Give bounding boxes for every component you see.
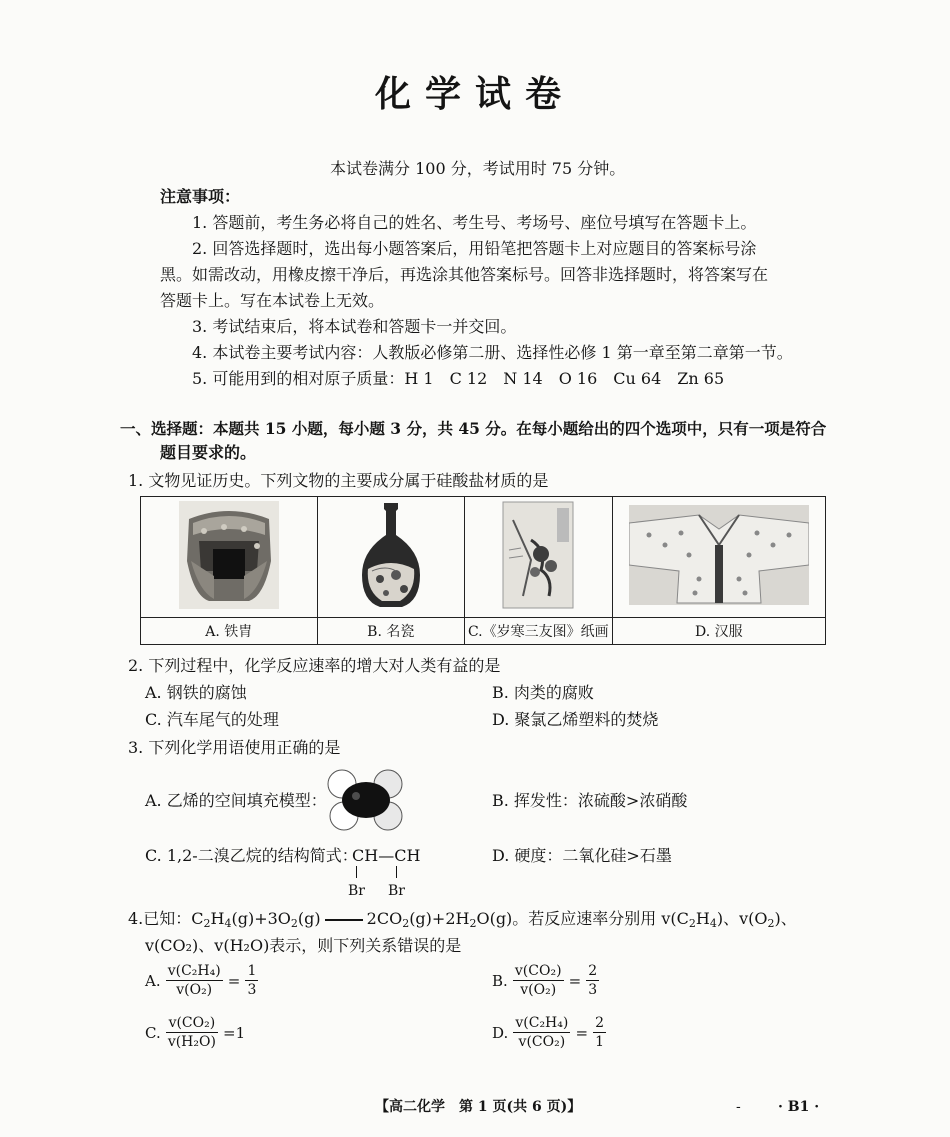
notice-item: 3. 考试结束后，将本试卷和答题卡一并交回。 bbox=[192, 317, 517, 336]
denominator: 1 bbox=[595, 1034, 605, 1050]
exam-intro: 本试卷满分 100 分，考试用时 75 分钟。 bbox=[330, 159, 626, 178]
subscript: 2 bbox=[203, 917, 211, 930]
fraction bbox=[166, 962, 223, 999]
notice-item: 答题卡上。写在本试卷上无效。 bbox=[160, 291, 385, 310]
stem-text: H bbox=[210, 909, 225, 928]
denominator: 3 bbox=[247, 982, 257, 998]
han-clothing-image bbox=[612, 497, 825, 618]
artifact-table bbox=[140, 496, 826, 645]
page-code: · B1 · bbox=[778, 1099, 820, 1115]
option-caption: D. 汉服 bbox=[612, 618, 825, 645]
subscript: 2 bbox=[767, 917, 775, 930]
option-b bbox=[492, 962, 599, 999]
equals-one: =1 bbox=[223, 1023, 246, 1042]
denominator: v(CO₂) bbox=[518, 1034, 566, 1050]
option-c bbox=[145, 1014, 245, 1051]
option-caption: C.《岁寒三友图》纸画 bbox=[465, 618, 613, 645]
question-4-stem bbox=[128, 908, 797, 935]
notice-item: 5. 可能用到的相对原子质量：H 1 C 12 N 14 O 16 Cu 64 Zn 65 bbox=[192, 369, 725, 388]
subscript: 2 bbox=[402, 917, 410, 930]
fraction bbox=[513, 962, 564, 999]
option-c: C. 1,2-二溴乙烷的结构简式： bbox=[145, 846, 358, 865]
stem-text: (g)+2H bbox=[409, 909, 470, 928]
notice-item: 4. 本试卷主要考试内容：人教版必修第二册、选择性必修 1 第一章至第二章第一节。 bbox=[192, 343, 793, 362]
option-label: D. bbox=[492, 1023, 509, 1042]
fraction bbox=[593, 1014, 606, 1051]
denominator: 3 bbox=[588, 982, 598, 998]
option-b: B. 肉类的腐败 bbox=[492, 683, 594, 702]
option-a: A. 乙烯的空间填充模型： bbox=[145, 791, 327, 810]
notice-item: 1. 答题前，考生务必将自己的姓名、考生号、考场号、座位号填写在答题卡上。 bbox=[192, 213, 757, 232]
option-b: B. 挥发性：浓硫酸>浓硝酸 bbox=[492, 791, 688, 810]
subscript: 2 bbox=[469, 917, 477, 930]
section-heading: 一、选择题：本题共 15 小题，每小题 3 分，共 45 分。在每小题给出的四个选项中，只有一项是符合 bbox=[120, 419, 827, 438]
denominator: v(H₂O) bbox=[167, 1034, 216, 1050]
option-caption: A. 铁胄 bbox=[141, 618, 318, 645]
question-1-stem: 1. 文物见证历史。下列文物的主要成分属于硅酸盐材质的是 bbox=[128, 471, 549, 490]
structural-formula: CH—CH bbox=[352, 846, 421, 865]
equals-sign: = bbox=[568, 971, 582, 990]
stem-text: )、 bbox=[774, 909, 797, 928]
subscript: 2 bbox=[688, 917, 696, 930]
subscript: 4 bbox=[709, 917, 717, 930]
bond-line bbox=[396, 866, 397, 878]
subscript: 4 bbox=[224, 917, 232, 930]
footer-dash: - bbox=[736, 1099, 741, 1115]
reaction-arrow bbox=[321, 919, 367, 921]
option-d: D. 聚氯乙烯塑料的焚烧 bbox=[492, 710, 659, 729]
option-a: A. 钢铁的腐蚀 bbox=[145, 683, 247, 702]
numerator: v(C₂H₄) bbox=[167, 963, 221, 979]
numerator: 1 bbox=[247, 963, 257, 979]
question-number: 4. bbox=[128, 909, 144, 928]
option-label: B. bbox=[492, 971, 508, 990]
option-a bbox=[145, 962, 258, 999]
notice-item: 黑。如需改动，用橡皮擦干净后，再选涂其他答案标号。回答非选择题时，将答案写在 bbox=[160, 265, 769, 284]
option-label: A. bbox=[145, 971, 161, 990]
question-4-stem-cont: v(CO₂)、v(H₂O)表示，则下列关系错误的是 bbox=[145, 936, 462, 955]
paper-painting-image bbox=[465, 497, 613, 618]
question-3-stem: 3. 下列化学用语使用正确的是 bbox=[128, 738, 341, 757]
page-footer: 【高二化学 第 1 页(共 6 页)】 bbox=[375, 1099, 582, 1115]
fraction bbox=[513, 1014, 570, 1051]
bromine-label: Br bbox=[348, 883, 365, 899]
numerator: 2 bbox=[588, 963, 598, 979]
option-label: C. bbox=[145, 1023, 161, 1042]
stem-text: H bbox=[695, 909, 710, 928]
numerator: v(CO₂) bbox=[514, 963, 562, 979]
iron-helmet-image bbox=[141, 497, 318, 618]
notice-item: 2. 回答选择题时，选出每小题答案后，用铅笔把答题卡上对应题目的答案标号涂 bbox=[192, 239, 757, 258]
option-d bbox=[492, 1014, 606, 1051]
notice-heading: 注意事项： bbox=[160, 187, 241, 206]
fraction bbox=[166, 1014, 218, 1051]
option-d: D. 硬度：二氧化硅>石墨 bbox=[492, 846, 672, 865]
equals-sign: = bbox=[575, 1023, 589, 1042]
stem-text: 已知：C bbox=[143, 909, 204, 928]
equals-sign: = bbox=[227, 971, 241, 990]
denominator: v(O₂) bbox=[520, 982, 557, 998]
option-caption: B. 名瓷 bbox=[317, 618, 465, 645]
stem-text: (g) bbox=[297, 909, 321, 928]
numerator: v(C₂H₄) bbox=[515, 1015, 569, 1031]
ethylene-space-filling-model bbox=[322, 766, 410, 834]
fraction bbox=[586, 962, 599, 999]
stem-text: 2CO bbox=[366, 909, 403, 928]
question-2-stem: 2. 下列过程中，化学反应速率的增大对人类有益的是 bbox=[128, 656, 501, 675]
page-title: 化学试卷 bbox=[374, 73, 575, 115]
fraction bbox=[245, 962, 258, 999]
stem-text: (g)+3O bbox=[231, 909, 291, 928]
stem-text: )、v(O bbox=[716, 909, 768, 928]
numerator: 2 bbox=[595, 1015, 605, 1031]
section-heading-cont: 题目要求的。 bbox=[160, 443, 257, 462]
bond-line bbox=[356, 866, 357, 878]
numerator: v(CO₂) bbox=[166, 1014, 218, 1033]
denominator: v(O₂) bbox=[176, 982, 213, 998]
porcelain-vase-image bbox=[317, 497, 465, 618]
bromine-label: Br bbox=[388, 883, 405, 899]
option-c: C. 汽车尾气的处理 bbox=[145, 710, 279, 729]
stem-text: O(g)。若反应速率分别用 v(C bbox=[476, 909, 689, 928]
subscript: 2 bbox=[290, 917, 298, 930]
